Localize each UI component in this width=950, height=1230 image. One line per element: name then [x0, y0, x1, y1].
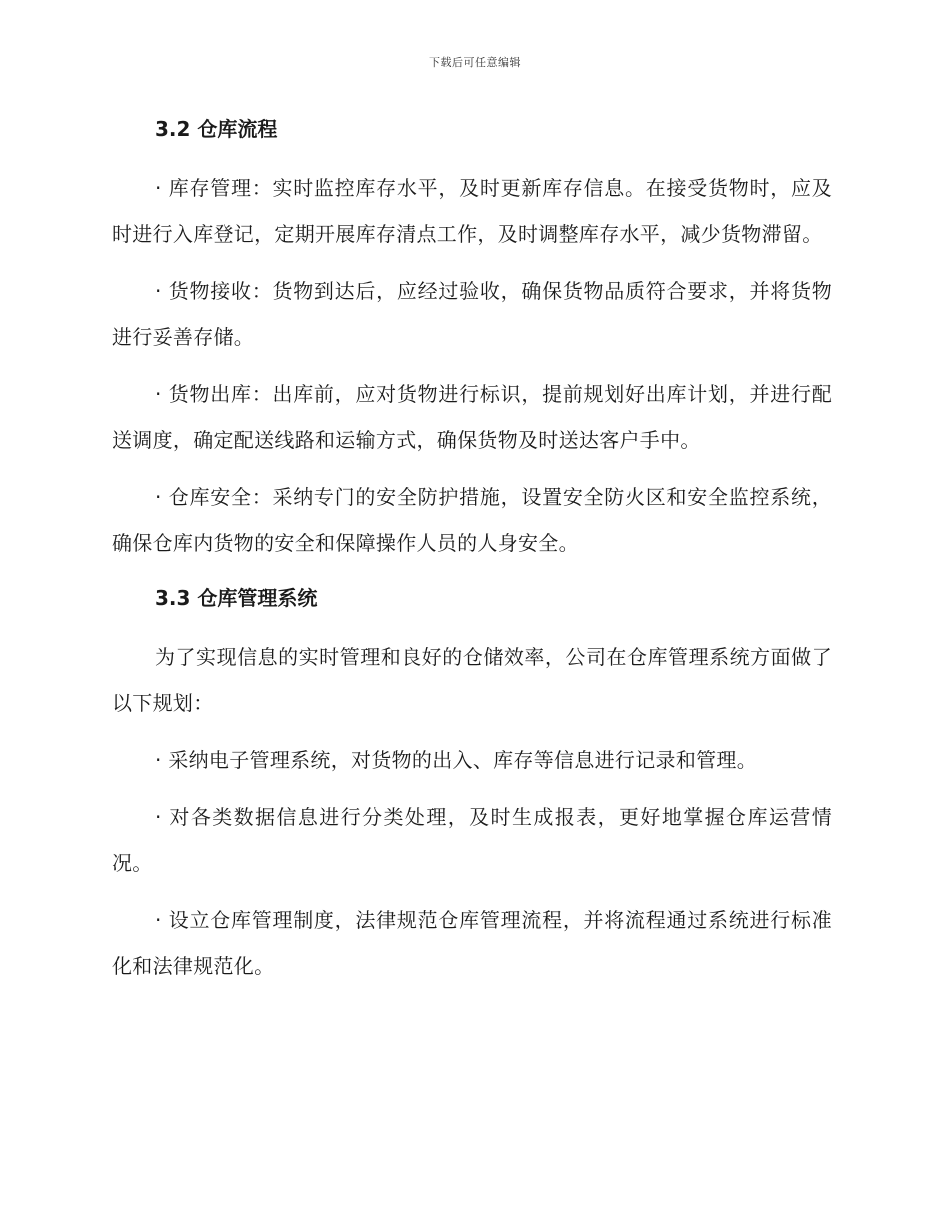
page-header: 下载后可任意编辑 — [429, 56, 521, 69]
paragraph-goods-receiving: · 货物接收：货物到达后，应经过验收，确保货物品质符合要求，并将货物进行妥善存储。 — [112, 279, 832, 349]
paragraph-inventory-management: · 库存管理：实时监控库存水平，及时更新库存信息。在接受货物时，应及时进行入库登记，定期开展库存清点工作，及时调整库存水平，减少货物滞留。 — [112, 176, 832, 246]
paragraph-management-rules: · 设立仓库管理制度，法律规范仓库管理流程，并将流程通过系统进行标准化和法律规范化。 — [112, 908, 832, 978]
paragraph-warehouse-safety: · 仓库安全：采纳专门的安全防护措施，设置安全防火区和安全监控系统，确保仓库内货物的安全和保障操作人员的人身安全。 — [112, 485, 832, 555]
paragraph-goods-outbound: · 货物出库：出库前，应对货物进行标识，提前规划好出库计划，并进行配送调度，确定配送线路和运输方式，确保货物及时送达客户手中。 — [112, 382, 832, 452]
document-body — [112, 108, 832, 1000]
paragraph-wms-intro: 为了实现信息的实时管理和良好的仓储效率，公司在仓库管理系统方面做了以下规划： — [112, 645, 832, 715]
paragraph-data-reports: · 对各类数据信息进行分类处理，及时生成报表，更好地掌握仓库运营情况。 — [112, 805, 832, 875]
section-heading-3-2: 3.2 仓库流程 — [155, 117, 278, 141]
paragraph-electronic-system: · 采纳电子管理系统，对货物的出入、库存等信息进行记录和管理。 — [155, 748, 758, 772]
section-heading-3-3: 3.3 仓库管理系统 — [155, 586, 318, 610]
